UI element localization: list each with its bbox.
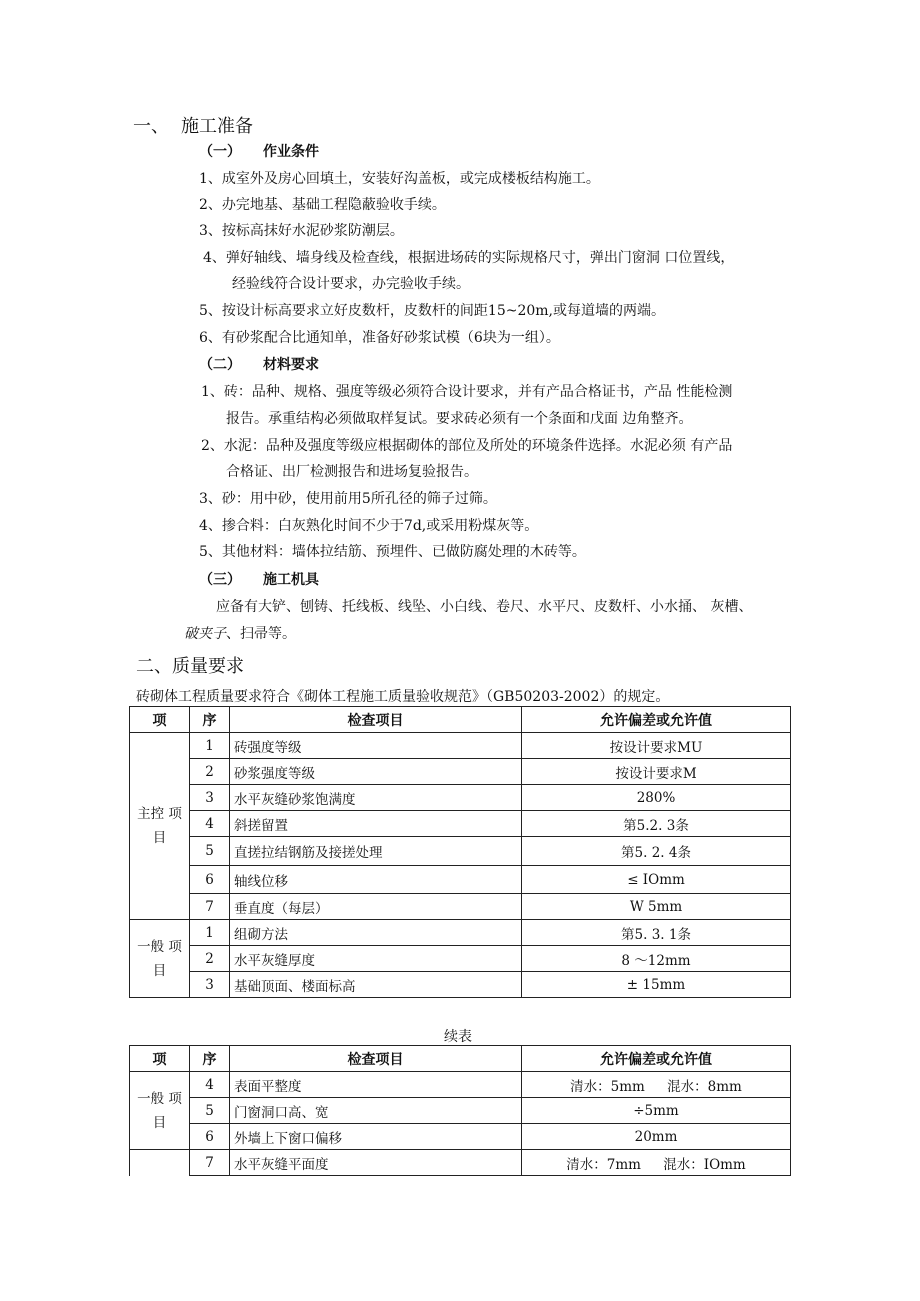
quality-table-continued: [129, 1045, 791, 1176]
header-tolerance: 允许偏差或允许值: [522, 707, 791, 733]
row-item: 水平灰缝平面度: [230, 1150, 522, 1176]
sub1-item: 1、成室外及房心回填土，安装好沟盖板，或完成楼板结构施工。: [199, 171, 600, 187]
table-row: [130, 759, 791, 785]
sub2-item-continued: 报告。承重结构必须做取样复试。要求砖必须有一个条面和戊面 边角整齐。: [226, 411, 693, 427]
sub1-item: 3、按标高抹好水泥砂浆防潮层。: [199, 223, 404, 239]
sub2-item: 3、砂：用中砂，使用前用5所孔径的筛子过筛。: [199, 491, 497, 507]
row-seq: 5: [190, 1098, 230, 1124]
table-row: [130, 733, 791, 759]
row-value: 第5. 3. 1条: [522, 920, 791, 946]
row-seq: 1: [190, 733, 230, 759]
row-item: 砖强度等级: [230, 733, 522, 759]
row-seq: 6: [190, 866, 230, 894]
sub3-tools-rest: 、扫帚等。: [226, 626, 296, 642]
row-value: 280%: [522, 785, 791, 811]
sub2-item: 1、砖：品种、规格、强度等级必须符合设计要求，并有产品合格证书，产品 性能检测: [201, 384, 733, 400]
row-item: 直搓拉结钢筋及接搓处理: [230, 837, 522, 866]
section1-title: 施工准备: [181, 116, 253, 137]
group-main-control: 主控 项目: [130, 733, 190, 920]
quality-table: [129, 706, 791, 998]
header-check-item: 检查项目: [230, 1046, 522, 1072]
sub3-tools-line: 应备有大铲、刨铸、托线板、线坠、小白线、卷尺、水平尺、皮数杆、小水捅、 灰槽、: [216, 599, 753, 615]
sub2-item: 2、水泥：品种及强度等级应根据砌体的部位及所处的环境条件选择。水泥必须 有产品: [201, 438, 733, 454]
row-item: 基础顶面、楼面标高: [230, 972, 522, 998]
row-item: 外墙上下窗口偏移: [230, 1124, 522, 1150]
section2-intro: 砖砌体工程质量要求符合《砌体工程施工质量验收规范》（GB50203-2002）的规定。: [136, 689, 670, 705]
sub2-item: 5、其他材料：墙体拉结筋、预埋件、已做防腐处理的木砖等。: [199, 544, 586, 560]
table-row: [130, 1124, 791, 1150]
sub1-number: （一）: [199, 144, 241, 160]
table-row: [130, 1072, 791, 1098]
sub1-item: 4、弹好轴线、墙身线及检查线，根据进场砖的实际规格尺寸，弹出门窗洞 口位置线，: [203, 250, 735, 266]
table-header-row: [130, 1046, 791, 1072]
header-check-item: 检查项目: [230, 707, 522, 733]
sub3-number: （三）: [199, 572, 241, 588]
row-seq: 2: [190, 946, 230, 972]
row-value: 清水：7mm 混水：IOmm: [522, 1150, 791, 1176]
row-value: ÷5mm: [522, 1098, 791, 1124]
table-row: [130, 811, 791, 837]
row-item: 组砌方法: [230, 920, 522, 946]
table-row: [130, 1150, 791, 1176]
row-value: 按设计要求M: [522, 759, 791, 785]
row-seq: 6: [190, 1124, 230, 1150]
sub1-title: 作业条件: [263, 144, 319, 160]
row-value: 20mm: [522, 1124, 791, 1150]
table-row: [130, 920, 791, 946]
sub2-item-continued: 合格证、出厂检测报告和进场复验报告。: [226, 464, 478, 480]
table-row: [130, 837, 791, 866]
table-row: [130, 894, 791, 920]
table-row: [130, 1098, 791, 1124]
row-value: 8 ～12mm: [522, 946, 791, 972]
header-seq: 序: [190, 1046, 230, 1072]
sub3-tools-line2: [184, 623, 296, 643]
group-general: 一般 项目: [130, 920, 190, 998]
sub1-item: 5、按设计标高要求立好皮数杆，皮数杆的间距15~20m,或每道墙的两端。: [199, 303, 665, 319]
row-item: 砂浆强度等级: [230, 759, 522, 785]
row-seq: 3: [190, 972, 230, 998]
section1-number: 一、: [133, 116, 169, 137]
row-seq: 4: [190, 1072, 230, 1098]
row-item: 水平灰缝厚度: [230, 946, 522, 972]
sub2-number: （二）: [199, 357, 241, 373]
sub1-item: 2、办完地基、基础工程隐蔽验收手续。: [199, 197, 446, 213]
sub1-item: 6、有砂浆配合比通知单，准备好砂浆试模（6块为一组）。: [199, 330, 560, 346]
row-value: 第5.2. 3条: [522, 811, 791, 837]
row-seq: 7: [190, 1150, 230, 1176]
row-item: 门窗洞口高、宽: [230, 1098, 522, 1124]
sub1-item-continued: 经验线符合设计要求，办完验收手续。: [232, 276, 470, 292]
header-seq: 序: [190, 707, 230, 733]
sub3-title: 施工机具: [263, 572, 319, 588]
row-value: 按设计要求MU: [522, 733, 791, 759]
row-seq: 7: [190, 894, 230, 920]
row-item: 水平灰缝砂浆饱满度: [230, 785, 522, 811]
row-seq: 3: [190, 785, 230, 811]
section2-title: 二、质量要求: [136, 656, 244, 677]
row-item: 斜搓留置: [230, 811, 522, 837]
row-item: 轴线位移: [230, 866, 522, 894]
sub2-title: 材料要求: [263, 357, 319, 373]
table-row: [130, 866, 791, 894]
row-value: 第5. 2. 4条: [522, 837, 791, 866]
row-value: 清水：5mm 混水：8mm: [522, 1072, 791, 1098]
header-category: 项: [130, 1046, 190, 1072]
row-value: ± 15mm: [522, 972, 791, 998]
table-row: [130, 785, 791, 811]
table-row: [130, 972, 791, 998]
row-value: ≤ IOmm: [522, 866, 791, 894]
group-general: 一般 项目: [130, 1072, 190, 1150]
row-seq: 1: [190, 920, 230, 946]
group-empty-cell: [130, 1150, 190, 1176]
row-seq: 2: [190, 759, 230, 785]
sub3-tools-italic: 破夹子: [184, 626, 226, 642]
table-header-row: [130, 707, 791, 733]
row-item: 垂直度（每层）: [230, 894, 522, 920]
sub2-item: 4、掺合料：白灰熟化时间不少于7d,或采用粉煤灰等。: [199, 518, 539, 534]
row-value: W 5mm: [522, 894, 791, 920]
table-row: [130, 946, 791, 972]
row-seq: 5: [190, 837, 230, 866]
continued-table-label: 续表: [444, 1029, 472, 1045]
row-seq: 4: [190, 811, 230, 837]
header-category: 项: [130, 707, 190, 733]
row-item: 表面平整度: [230, 1072, 522, 1098]
header-tolerance: 允许偏差或允许值: [522, 1046, 791, 1072]
